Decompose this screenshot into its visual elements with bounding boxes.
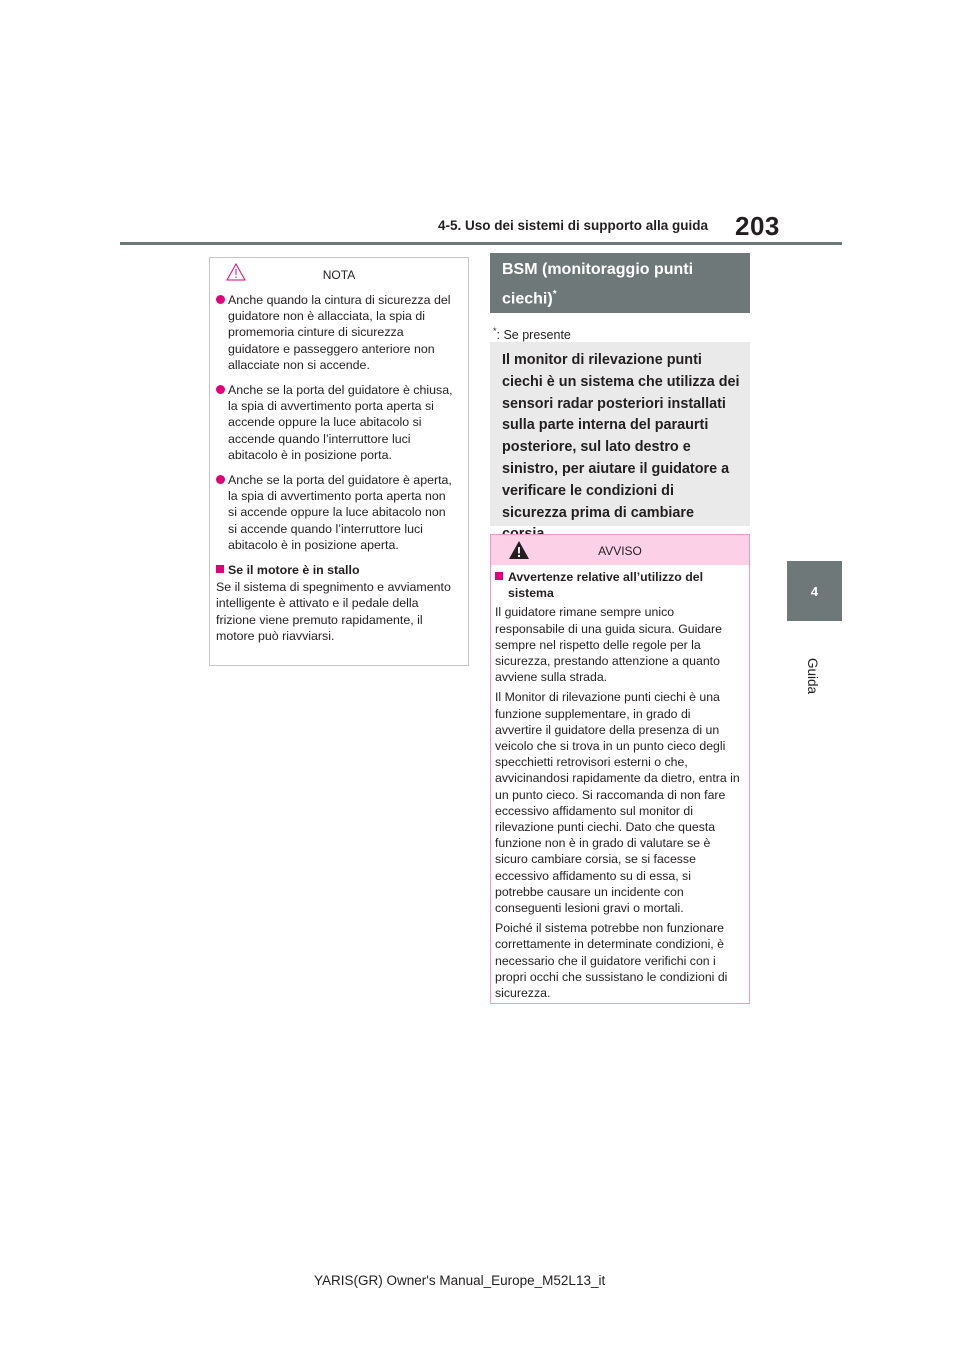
footnote-mark: * [493, 326, 497, 336]
chapter-tab[interactable] [787, 561, 842, 621]
avviso-paragraph: Il guidatore rimane sempre unico responsabile di una guida sicura. Guidare sempre nel rispetto delle regole per la sicurezza, prestando attenzione a quanto avviene sulla strada. [495, 605, 722, 685]
page-number: 203 [735, 211, 780, 241]
bsm-heading-text: BSM (monitoraggio punti ciechi) [502, 261, 694, 308]
avviso-header [491, 535, 749, 565]
avviso-subtitle-text: Avvertenze relative all’utilizzo del sistema [508, 570, 703, 601]
avviso-paragraph: Il Monitor di rilevazione punti ciechi è una funzione supplementare, in grado di avvertire il guidatore della presenza di un veicolo che si trova in un punto cieco degli specchietti retrovisori esterni o che, avvicinandosi rapidamente da dietro, entra in un punto cieco. Si raccomanda di non fare eccessivo affidamento sul monitor di rilevazione punti ciechi. Dato che questa funzione non è in grado di valutare se è sicuro cambiare corsia, se si facesse eccessivo affidamento su di essa, si potrebbe causare un incidente con conseguenti lesioni gravi o mortali. [495, 690, 740, 916]
nota-box [209, 257, 469, 666]
footnote [493, 326, 571, 342]
footnote-text: : Se presente [496, 328, 571, 343]
header-section-title: 4-5. Uso dei sistemi di supporto alla guida [438, 218, 709, 233]
chapter-name: Guida [805, 658, 820, 695]
bsm-heading [490, 253, 750, 313]
chapter-number: 4 [810, 583, 819, 599]
nota-bullet [216, 292, 458, 373]
nota-bullet [216, 472, 458, 553]
avviso-title: AVVISO [598, 544, 642, 558]
nota-bullet-text: Anche quando la cintura di sicurezza del guidatore non è allacciata, la spia di promemoria cinture di sicurezza guidatore e passeggero anteriore non allacciate non si accende. [228, 293, 451, 372]
stallo-text: Se il sistema di spegnimento e avviamento intelligente è attivato e il pedale della frizione viene premuto rapidamente, il motore può riavviarsi. [216, 580, 451, 643]
bullet-dot-icon [216, 385, 225, 394]
nota-bullet-text: Anche se la porta del guidatore è aperta, la spia di avvertimento porta aperta non si accende oppure la luce abitacolo non si accende quando l’interruttore luci abitacolo è in posizione aperta. [228, 473, 452, 552]
bsm-intro: Il monitor di rilevazione punti ciechi è un sistema che utilizza dei sensori radar posteriori installati sulla parte interna del paraurti posteriore, sul lato destro e sinistro, per aiutare il guidatore a verificare le condizioni di sicurezza prima di cambiare [490, 342, 750, 526]
avviso-box [490, 534, 750, 1004]
avviso-subtitle [495, 569, 741, 601]
bullet-dot-icon [216, 475, 225, 484]
bullet-dot-icon [216, 295, 225, 304]
nota-title: NOTA [322, 268, 356, 282]
nota-bullet [216, 382, 458, 463]
footer-text: YARIS(GR) Owner's Manual_Europe_M52L13_it [314, 1273, 606, 1288]
bsm-asterisk: * [552, 289, 557, 300]
square-bullet-icon [495, 572, 503, 580]
header-rule [120, 242, 842, 245]
square-bullet-icon [216, 565, 224, 573]
stallo-title-text: Se il motore è in stallo [228, 563, 360, 578]
stallo-heading [216, 562, 458, 578]
avviso-body [495, 569, 741, 1005]
nota-body [216, 292, 458, 644]
nota-bullet-text: Anche se la porta del guidatore è chiusa, la spia di avvertimento porta aperta si accende oppure la luce abitacolo si accende quando l’interruttore luci abitacolo è in posizione porta. [228, 383, 453, 462]
avviso-paragraph: Poiché il sistema potrebbe non funzionare correttamente in determinate condizioni, è necessario che il guidatore verifichi con i propri occhi che sussistano le condizioni di sicurezza. [495, 921, 728, 1001]
nota-header [210, 258, 468, 294]
